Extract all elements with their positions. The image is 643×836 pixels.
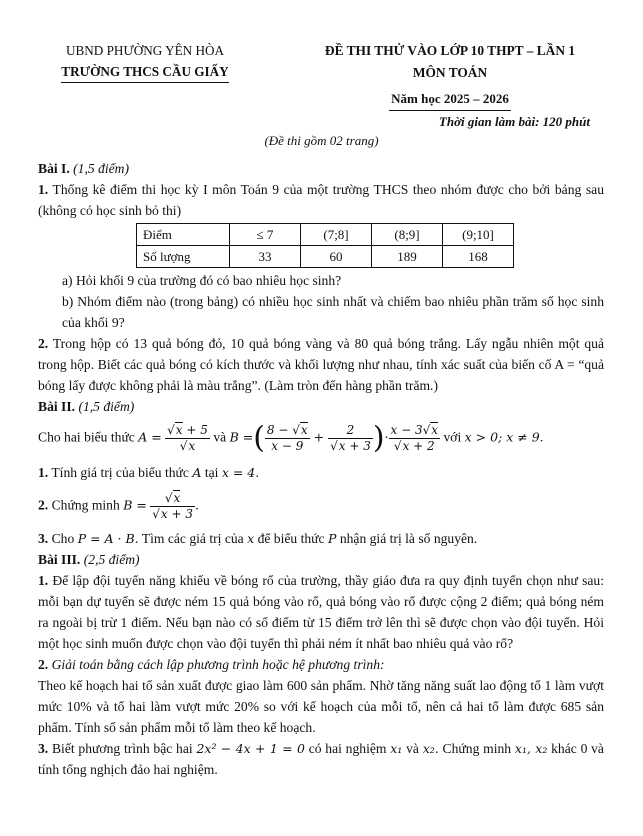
bai3-q2-num: 2. — [38, 657, 49, 672]
bai3-q3-x12: x₁, x₂ — [514, 741, 548, 756]
formula-b-frac2: $\frac{2}{√x + 3}$ — [330, 423, 371, 453]
subject-name: MÔN TOÁN — [412, 65, 488, 80]
bai1-heading — [38, 158, 604, 179]
bai3-q1-num: 1. — [38, 573, 49, 588]
bai2-title: Bài II. — [38, 399, 76, 414]
bai1-qa: a) Hỏi khối 9 của trường đó có bao nhiêu học sinh? — [62, 273, 342, 288]
table-cell: 168 — [443, 246, 514, 268]
bai2-intro-text: Cho hai biểu thức — [38, 429, 135, 445]
table-row — [137, 224, 514, 246]
school-year: Năm học 2025 – 2026 — [389, 88, 511, 111]
formula-a: A = — [138, 429, 162, 445]
bai1-qb: b) Nhóm điểm nào (trong bảng) có nhiều học sinh nhất và chiếm bao nhiêu phần trăm số học sinh của khối 9? — [62, 294, 604, 330]
bai2-q3-var2: P — [327, 531, 337, 546]
bai2-cond-word: với — [443, 429, 462, 445]
formula-b-frac1: $\frac{8 - √x}{x - 9}$ — [266, 423, 308, 453]
bai2-q1-val: x = 4. — [221, 465, 260, 480]
bai3-q3-and: và — [406, 741, 419, 756]
bai2-q1-at: tại — [204, 465, 219, 480]
table-cell: 60 — [301, 246, 372, 268]
exam-title: ĐỀ THI THỬ VÀO LỚP 10 THPT – LẦN 1 — [324, 43, 576, 58]
bai3-q3-text-c: Chứng minh — [442, 741, 512, 756]
bai3-q1-text: Để lập đội tuyển năng khiếu về bóng rổ của trường, thầy giáo đưa ra quy định tuyển chọn như sau: mỗi bạn dự tuyển sẽ được ném 15 quả bóng vào rổ, quả bóng vào rổ được cộng 2 điểm; quả bóng ném ra ngoài bị trừ 1 điểm. Nếu bạn nào có số điểm từ 15 điểm trở lên thì sẽ được chọn vào đội tuyển. Hỏi một học sinh muốn được chọn vào đội tuyển thì phải ném ít nhất bao nhiêu quả vào rổ? — [38, 573, 604, 651]
bai2-q3-text-b: Tìm các giá trị của — [141, 531, 244, 546]
bai1-q2-num: 2. — [38, 336, 49, 351]
school-name: TRƯỜNG THCS CẦU GIẤY — [61, 61, 228, 83]
bai2-q3 — [38, 528, 604, 549]
paren-open: ( — [253, 420, 265, 456]
bai2-q2-num: 2. — [38, 497, 49, 513]
bai3-points: (2,5 điểm) — [83, 552, 140, 567]
table-cell: Điểm — [137, 224, 230, 246]
score-table — [136, 223, 514, 268]
bai3-title: Bài III. — [38, 552, 81, 567]
bai3-heading — [38, 549, 604, 570]
bai3-q3-text-d: khác 0 và tính tổng nghịch đảo hai nghiệm. — [38, 741, 604, 777]
bai1-points: (1,5 điểm) — [73, 161, 130, 176]
bai2-q3-text-c: để biểu thức — [257, 531, 325, 546]
paren-close: ) — [372, 420, 385, 456]
bai2-intro: Cho hai biểu thức A = $\frac{√x + 5}{√x}$ và B =( $\frac{8 - √x}{x - 9}$ + $\frac{2}{√x + 3}$ )· $\frac{x - 3√x}{√x + 2}$ với x > 0; x ≠ 9. — [38, 420, 544, 456]
bai3-q3-num: 3. — [38, 741, 49, 756]
bai3-q3 — [38, 738, 604, 780]
table-cell: ≤ 7 — [230, 224, 301, 246]
bai2-q3-expr: P = A · B. — [77, 531, 139, 546]
table-cell: Số lượng — [137, 246, 230, 268]
bai3-q3-text-b: có hai nghiệm — [308, 741, 387, 756]
bai3-q3-x2: x₂. — [422, 741, 439, 756]
formula-a-fraction: $\frac{√x + 5}{√x}$ — [167, 423, 208, 453]
bai1-q1-num: 1. — [38, 182, 49, 197]
bai2-condition: x > 0; x ≠ 9. — [464, 429, 544, 445]
bai2-and: và — [213, 429, 227, 445]
bai3-q3-text-a: Biết phương trình bậc hai — [51, 741, 193, 756]
bai2-q2-text: Chứng minh — [51, 497, 120, 513]
bai3-q3-eq: 2x² − 4x + 1 = 0 — [196, 741, 305, 756]
bai2-q3-text-a: Cho — [51, 531, 75, 546]
exam-duration: Thời gian làm bài: 120 phút — [438, 114, 590, 129]
bai3-q2-text: Theo kế hoạch hai tổ sản xuất được giao làm 600 sản phẩm. Nhờ tăng năng suất lao động tổ 1 làm vượt mức 10% và tổ hai làm vượt mức 20% so với kế hoạch của mỗi tổ, nên cả hai tổ làm được 685 sản phẩm. Tính số sản phẩm mỗi tổ làm theo kế hoạch. — [38, 678, 604, 735]
bai2-q1-var: A — [192, 465, 202, 480]
district-name: UBND PHƯỜNG YÊN HÒA — [65, 43, 225, 58]
table-cell: (8;9] — [372, 224, 443, 246]
table-cell: (7;8] — [301, 224, 372, 246]
bai1-q2-text: Trong hộp có 13 quả bóng đỏ, 10 quả bóng vàng và 80 quả bóng trắng. Lấy ngẫu nhiên một quả trong hộp. Biết các quả bóng có kích thước và khối lượng như nhau, tính xác suất của biến cố A = “quả bóng lấy được không phải là màu trắng”. (Làm tròn đến hàng phần trăm.) — [38, 336, 604, 393]
table-cell: 33 — [230, 246, 301, 268]
bai2-q1-text: Tính giá trị của biểu thức — [51, 465, 189, 480]
school-header — [40, 40, 250, 83]
bai2-points: (1,5 điểm) — [78, 399, 135, 414]
bai2-q3-var: x — [247, 531, 255, 546]
bai2-heading — [38, 396, 604, 417]
bai1-q1 — [38, 179, 604, 221]
table-row — [137, 246, 514, 268]
table-cell: (9;10] — [443, 224, 514, 246]
exam-header — [300, 40, 600, 133]
bai1-q2 — [38, 333, 604, 396]
bai2-q3-num: 3. — [38, 531, 49, 546]
formula-b-claim-fraction: $\frac{√x}{√x + 3}$ — [152, 491, 193, 521]
bai1-q1-text: Thống kê điểm thi học kỳ I môn Toán 9 của một trường THCS theo nhóm được cho bởi bảng sau (không có học sinh bỏ thi) — [38, 182, 604, 218]
bai2-q1 — [38, 462, 604, 483]
bai3-q2-heading: Giải toán bằng cách lập phương trình hoặc hệ phương trình: — [51, 657, 385, 672]
page-count-note: (Đề thi gồm 02 trang) — [264, 133, 379, 148]
formula-b-claim: B = — [123, 497, 147, 513]
bai3-q3-x1: x₁ — [390, 741, 403, 756]
bai3-q2-head — [38, 654, 604, 675]
bai3-q1 — [38, 570, 604, 654]
table-cell: 189 — [372, 246, 443, 268]
bai2-q2: 2. Chứng minh B = $\frac{√x}{√x + 3}$ . — [38, 491, 199, 521]
bai2-q1-num: 1. — [38, 465, 49, 480]
formula-b: B = — [229, 429, 254, 445]
exam-content — [38, 158, 604, 780]
bai1-title: Bài I. — [38, 161, 70, 176]
bai2-q3-text-d: nhận giá trị là số nguyên. — [339, 531, 478, 546]
formula-b-frac3: $\frac{x - 3√x}{√x + 2}$ — [390, 423, 439, 453]
